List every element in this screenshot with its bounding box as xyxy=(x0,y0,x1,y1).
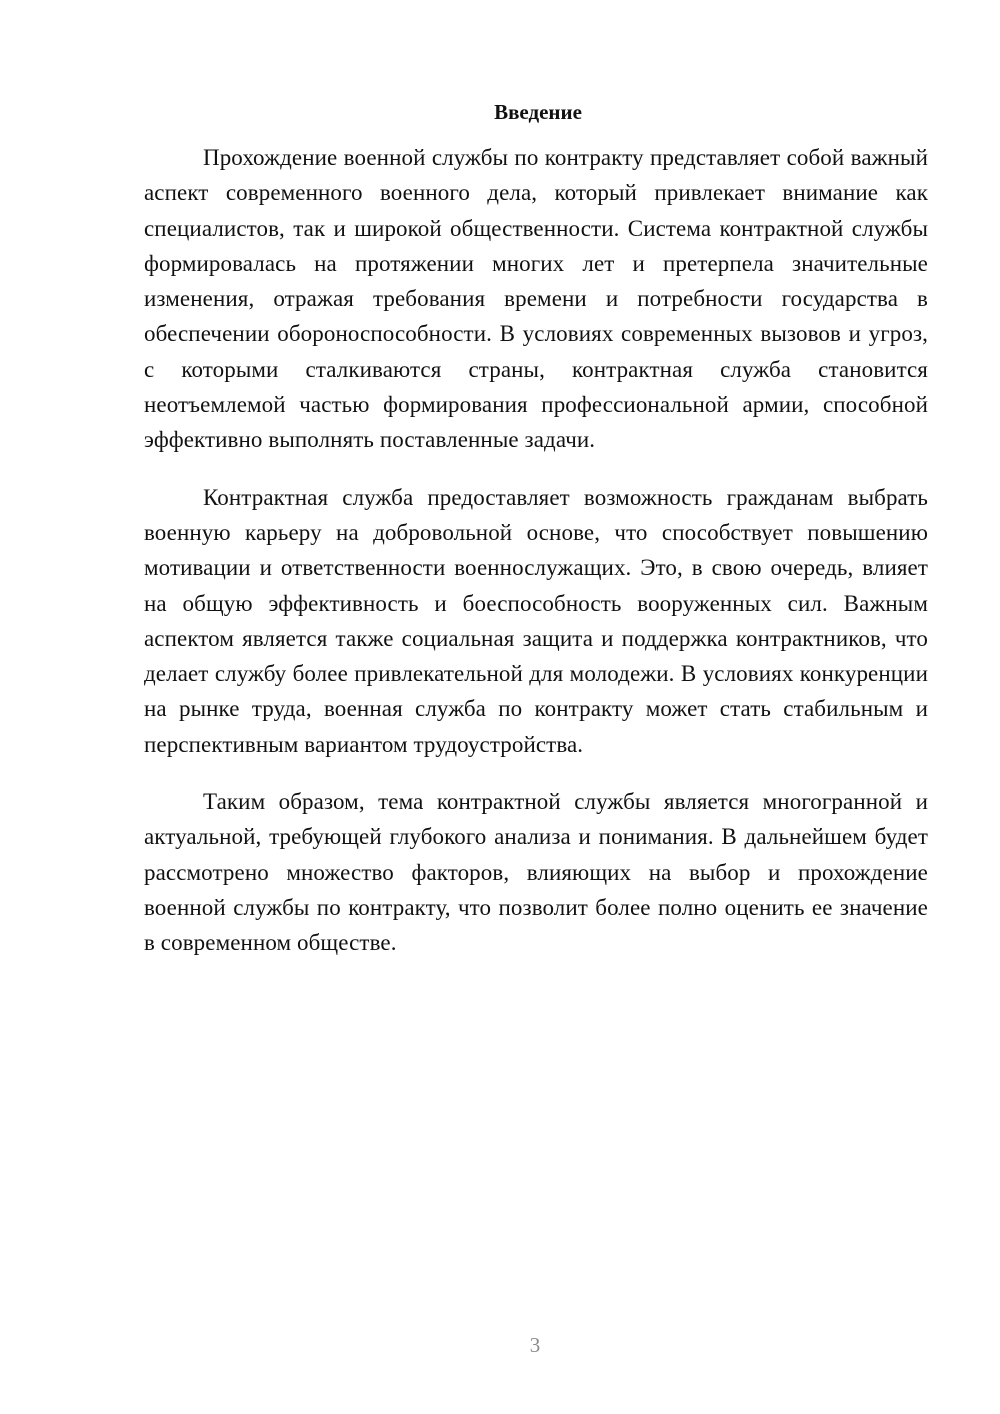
paragraph-conclusion: Таким образом, тема контрактной службы является многогранной и актуальной, требующей глубокого анализа и понимания. В дальнейшем будет рассмотрено множество факторов, влияющих на выбор и прохождение военной службы по контракту, что позволит более полно оценить ее значение в современном обществе. xyxy=(144,789,928,956)
paragraph-contract-service: Контрактная служба предоставляет возможность гражданам выбрать военную карьеру на добровольной основе, что способствует повышению мотивации и ответственности военнослужащих. Это, в свою очередь, влияет на общую эффективность и боеспособность вооруженных сил. Важным аспектом является также социальная защита и поддержка контрактников, что делает службу более привлекательной для молодежи. В условиях конкуренции на рынке труда, военная служба по контракту может стать стабильным и перспективным вариантом трудоустройства. xyxy=(144,484,928,757)
page-content xyxy=(144,96,928,983)
section-title: Введение xyxy=(494,100,582,124)
paragraph-intro: Прохождение военной службы по контракту представляет собой важный аспект современного военного дела, который привлекает внимание как специалистов, так и широкой общественности. Система контрактной службы формировалась на протяжении многих лет и претерпела значительные изменения, отражая требования времени и потребности государства в обеспечении обороноспособности. В условиях современных вызовов и угроз, с которыми сталкиваются страны, контрактная служба становится неотъемлемой частью формирования профессиональной армии, способной эффективно выполнять поставленные задачи. xyxy=(144,145,928,453)
page-number: 3 xyxy=(529,1333,541,1357)
